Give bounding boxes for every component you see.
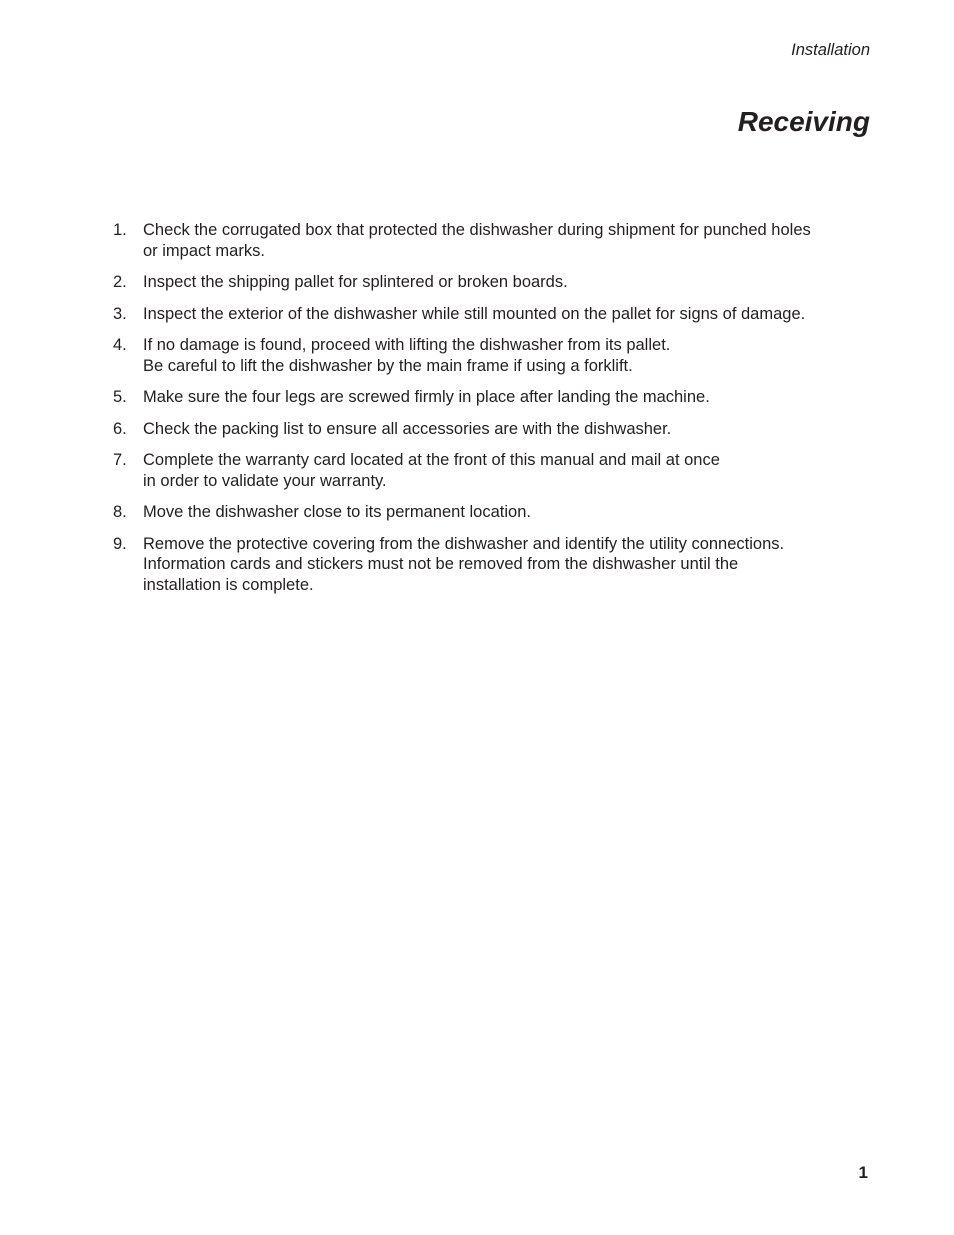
step-number: 3.	[113, 304, 127, 323]
step-text-line: Make sure the four legs are screwed firmly in place after landing the machine.	[143, 388, 710, 406]
step-text-line: in order to validate your warranty.	[143, 471, 387, 490]
step-text	[143, 419, 853, 440]
list-item	[113, 502, 853, 523]
step-number: 7.	[113, 451, 127, 469]
list-item	[113, 304, 853, 325]
step-text-line: or impact marks.	[143, 241, 265, 260]
step-text	[143, 335, 853, 376]
step-number: 2.	[113, 273, 127, 291]
step-number: 6.	[113, 419, 127, 438]
step-number: 4.	[113, 336, 127, 354]
step-text	[143, 220, 853, 261]
step-text-line: Move the dishwasher close to its permanent location.	[143, 503, 531, 521]
step-text-line: Check the corrugated box that protected the dishwasher during shipment for punched holes	[143, 221, 811, 239]
page-number: 1	[858, 1163, 868, 1182]
step-text-line: If no damage is found, proceed with lifting the dishwasher from its pallet.	[143, 336, 671, 354]
page-title: Receiving	[737, 106, 870, 137]
step-text-line: Remove the protective covering from the dishwasher and identify the utility connections.	[143, 534, 785, 553]
receiving-steps-list	[113, 220, 853, 606]
step-text	[143, 450, 853, 491]
list-item	[113, 419, 853, 440]
step-text-line: Complete the warranty card located at the front of this manual and mail at once	[143, 451, 720, 469]
step-text	[143, 387, 853, 408]
step-number: 1.	[113, 221, 127, 239]
step-number: 5.	[113, 388, 127, 406]
list-item	[113, 450, 853, 491]
list-item	[113, 387, 853, 408]
step-text-line: Be careful to lift the dishwasher by the main frame if using a forklift.	[143, 356, 633, 375]
step-text-line: Inspect the shipping pallet for splintered or broken boards.	[143, 273, 568, 291]
list-item	[113, 534, 853, 596]
step-number: 8.	[113, 503, 127, 521]
list-item	[113, 220, 853, 261]
step-text-line: Inspect the exterior of the dishwasher while still mounted on the pallet for signs of damage.	[143, 304, 806, 323]
step-text	[143, 502, 853, 523]
step-text-line: installation is complete.	[143, 575, 314, 594]
step-number: 9.	[113, 534, 127, 553]
section-label: Installation	[791, 41, 870, 59]
step-text-line: Information cards and stickers must not be removed from the dishwasher until the	[143, 555, 739, 573]
step-text-line: Check the packing list to ensure all accessories are with the dishwasher.	[143, 419, 672, 438]
step-text	[143, 304, 853, 325]
step-text	[143, 272, 853, 293]
step-text	[143, 534, 853, 596]
list-item	[113, 272, 853, 293]
list-item	[113, 335, 853, 376]
